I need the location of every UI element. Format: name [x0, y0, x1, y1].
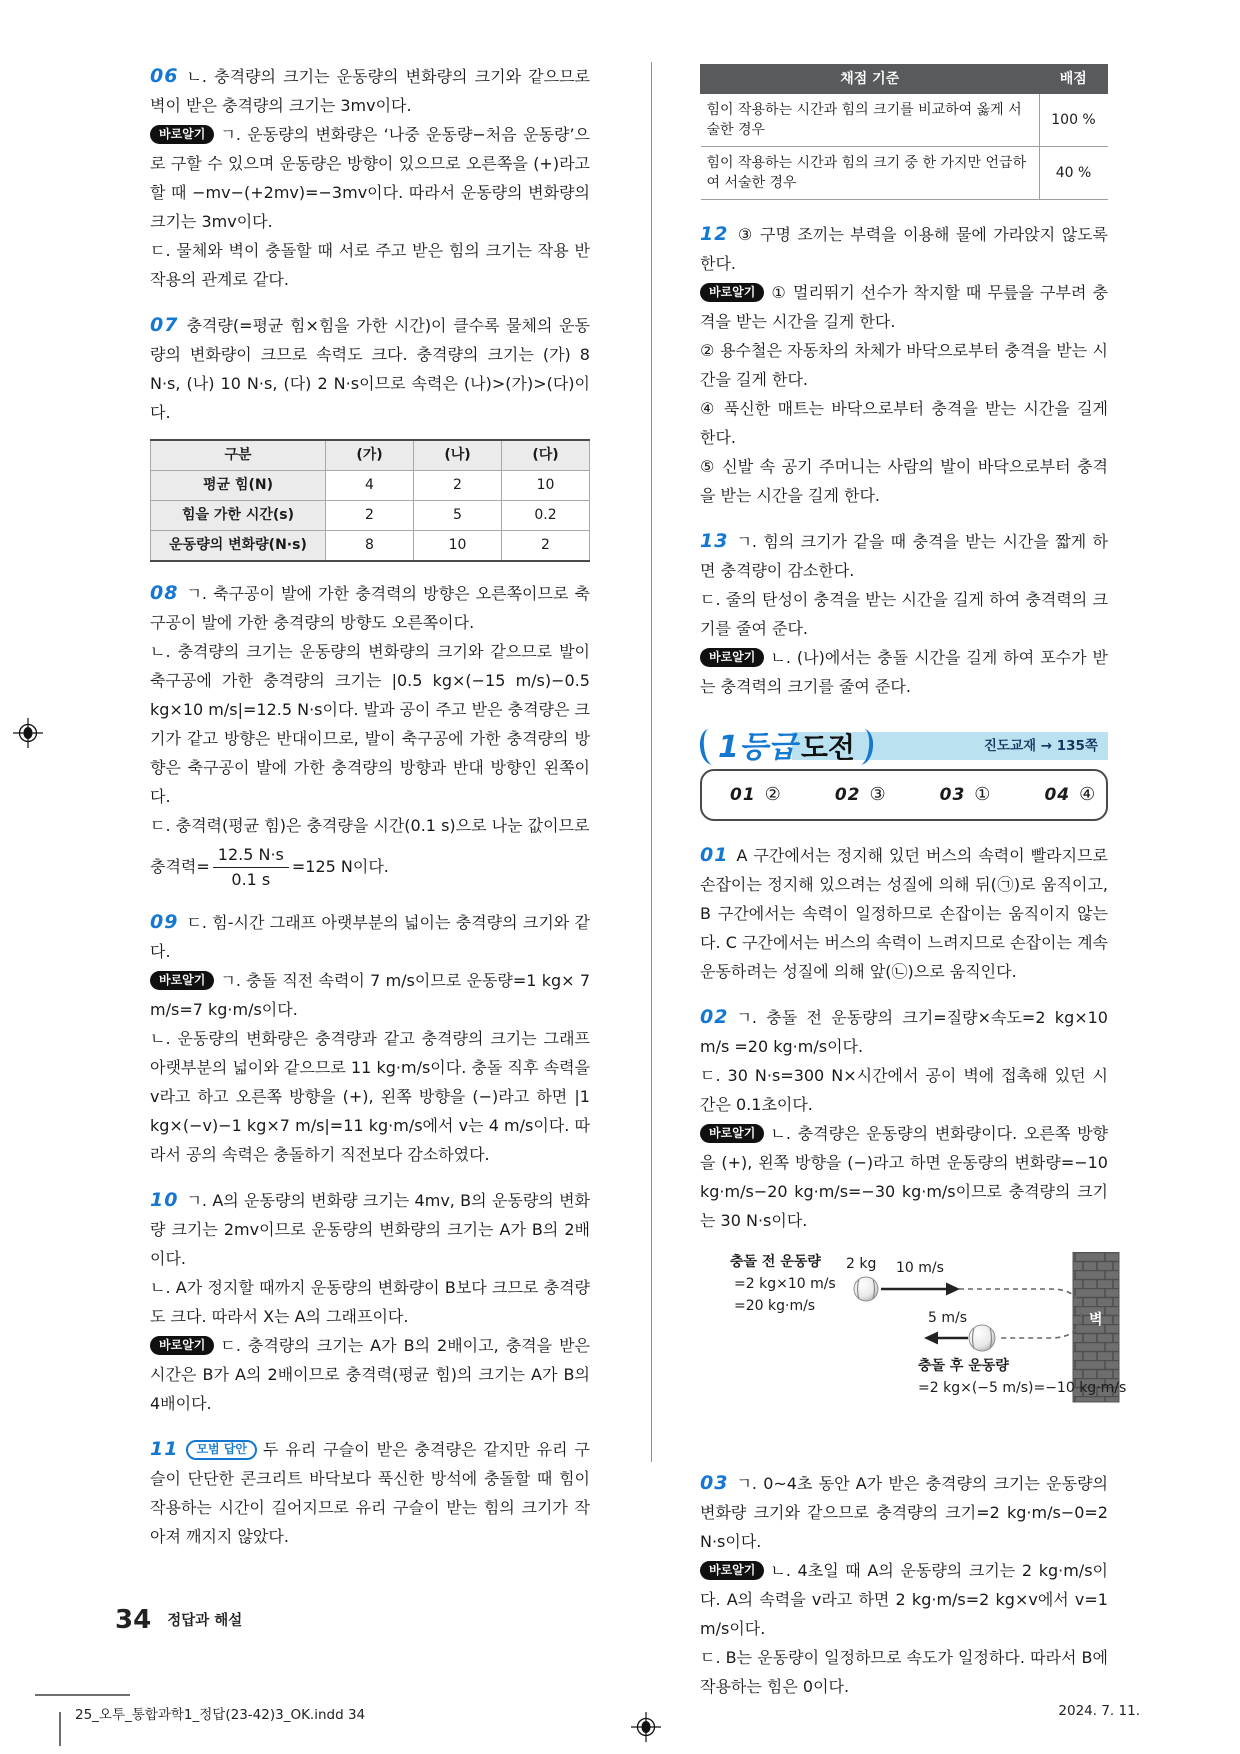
table-row: [151, 501, 590, 531]
challenge-header: [700, 729, 1108, 775]
left-column: [150, 62, 590, 1568]
solution-paragraph: [700, 452, 1108, 510]
solution-paragraph: [700, 841, 1108, 986]
question-number: 13: [700, 530, 729, 552]
solution-text: ㄴ. 충격량의 크기는 운동량의 변화량의 크기와 같으므로 발이 축구공에 가한 충격량의 크기는 |0.5 kg×(−15 m/s)−0.5 kg×10 m/s|=12.5 N·s이다. 발과 공이 주고 받은 충격량은 크기가 같고 방향은 반대이므로, 발이 축구공에 가한 충격량의 방향은 축구공이 발에 가한 충격량의 방향과 반대 방향인 왼쪽이다.: [150, 642, 590, 806]
solution-text: ㄱ. A의 운동량의 변화량 크기는 4mv, B의 운동량의 변화량 크기는 2mv이므로 운동량의 변화량의 크기는 A가 B의 2배이다.: [150, 1191, 590, 1268]
table-cell: 8: [326, 531, 414, 562]
question-number: 06: [150, 65, 179, 87]
solution-paragraph: [150, 1331, 590, 1418]
solution-item-09: [150, 908, 590, 1169]
grading-criteria-table: [700, 64, 1108, 200]
table-header-cell: 배점: [1039, 65, 1108, 94]
first-grade-challenge-section: [700, 729, 1108, 821]
momentum-before-line2: =20 kg·m/s: [734, 1298, 816, 1314]
answer-choice: ③: [869, 784, 886, 805]
solution-item-11: [150, 1435, 590, 1551]
solution-text: ㄱ. 0~4초 동안 A가 받은 충격량의 크기는 운동량의 변화량 크기와 같으므로 충격량의 크기=2 kg·m/s−0=2 N·s이다.: [700, 1474, 1108, 1551]
solution-text: ㄴ. (나)에서는 충돌 시간을 길게 하여 포수가 받는 충격력의 크기를 줄여 준다.: [700, 648, 1108, 696]
print-file-info: 25_오투_통합과학1_정답(23-42)3_OK.indd 34: [75, 1707, 366, 1723]
table-row-label: 운동량의 변화량(N·s): [151, 531, 326, 562]
page-footer: [115, 1605, 242, 1635]
formula-lead: 충격력=: [150, 857, 210, 876]
solution-text: ③ 구명 조끼는 부력을 이용해 물에 가라앉지 않도록 한다.: [700, 225, 1108, 273]
solution-paragraph: [700, 1556, 1108, 1643]
table-cell: 2: [414, 471, 502, 501]
table-row: [151, 471, 590, 501]
solution-paragraph: [700, 336, 1108, 394]
solution-paragraph: [150, 311, 590, 427]
question-number: 03: [700, 1472, 729, 1494]
solution-paragraph: [700, 278, 1108, 336]
challenge-logo: [700, 729, 873, 775]
answer-number: 03: [939, 785, 966, 805]
score-cell: 40 %: [1039, 147, 1108, 200]
solution-paragraph: [700, 1119, 1108, 1235]
page-section-label: 정답과 해설: [167, 1613, 243, 1629]
solution-paragraph: [150, 637, 590, 811]
fraction-denominator: 0.1 s: [231, 870, 271, 889]
solution-text: ㄷ. 충격량의 크기는 A가 B의 2배이고, 충격을 받은 시간은 B가 A의 2배이므로 충격력(평균 힘)의 크기는 A가 B의 4배이다.: [150, 1336, 590, 1413]
solution-paragraph: [150, 62, 590, 120]
solution-text: 두 유리 구슬이 받은 충격량은 같지만 유리 구슬이 단단한 콘크리트 바닥보다 푹신한 방석에 충돌할 때 힘이 작용하는 시간이 길어지므로 유리 구슬이 받는 힘의 크기가 작아져 깨지지 않았다.: [150, 1440, 590, 1546]
momentum-after-title: [918, 1356, 1009, 1377]
table-row: [701, 147, 1108, 200]
left-bracket-decoration: [698, 728, 717, 765]
question-number: 12: [700, 223, 729, 245]
solution-paragraph: [150, 966, 590, 1024]
solution-text: ㄷ. 힘-시간 그래프 아랫부분의 넓이는 충격량의 크기와 같다.: [150, 913, 590, 961]
solution-text: ㄷ. 충격력(평균 힘)은 충격량을 시간(0.1 s)으로 나눈 값이므로: [150, 816, 590, 835]
solution-item-08: [150, 579, 590, 891]
solution-item-12: [700, 220, 1108, 510]
question-number: 11: [150, 1438, 179, 1460]
table-cell: 10: [414, 531, 502, 562]
table-cell: 2: [326, 501, 414, 531]
crop-mark-vertical: [59, 1712, 61, 1746]
fraction-numerator: 12.5 N·s: [213, 844, 289, 868]
table-header-cell: (나): [414, 440, 502, 471]
solution-text: ㄱ. 충돌 직전 속력이 7 m/s이므로 운동량=1 kg× 7 m/s=7 kg·m/s이다.: [150, 971, 590, 1019]
solution-text: ② 용수철은 자동차의 차체가 바닥으로부터 충격을 받는 시간을 길게 한다.: [700, 341, 1108, 389]
table-cell: 10: [502, 471, 590, 501]
solution-paragraph: [150, 579, 590, 637]
answer-number: 01: [730, 785, 756, 805]
challenge-title-grade: 1등급: [718, 730, 797, 765]
solution-text: ④ 푹신한 매트는 바닥으로부터 충격을 받는 시간을 길게 한다.: [700, 399, 1108, 447]
impulse-comparison-table: [150, 439, 590, 562]
solution-text: A 구간에서는 정지해 있던 버스의 속력이 빨라지므로 손잡이는 정지해 있으려는 성질에 의해 뒤(㉠)로 움직이고, B 구간에서는 속력이 일정하므로 손잡이는 움직이지 않는다. C 구간에서는 버스의 속력이 느려지므로 손잡이는 계속 운동하려는 성질에 의해 앞(㉡)으로 움직인다.: [700, 846, 1108, 981]
table-cell: 4: [326, 471, 414, 501]
solution-text: ㄱ. 운동량의 변화량은 ‘나중 운동량−처음 운동량’으로 구할 수 있으며 운동량은 방향이 있으므로 오른쪽을 (+)라고 할 때 −mv−(+2mv)=−3mv이다. 따라서 운동량의 변화량의 크기는 3mv이다.: [150, 125, 590, 231]
solution-paragraph: [150, 811, 590, 840]
formula-result: =125 N이다.: [291, 857, 389, 876]
label-text: 충돌 전 운동량: [730, 1254, 821, 1270]
solution-text: ㄷ. 물체와 벽이 충돌할 때 서로 주고 받은 힘의 크기는 작용 반작용의 관계로 같다.: [150, 241, 590, 289]
speed-after-label: 5 m/s: [928, 1310, 968, 1326]
solution-paragraph: [150, 1024, 590, 1169]
solution-paragraph: [150, 236, 590, 294]
solution-paragraph: [700, 1061, 1108, 1119]
momentum-after-line1: =2 kg×(−5 m/s)=−10 kg·m/s: [918, 1380, 1127, 1396]
score-cell: 100 %: [1039, 94, 1108, 147]
question-number: 02: [700, 1006, 729, 1028]
table-row: [151, 531, 590, 562]
answer-number: 04: [1044, 785, 1071, 805]
solution-item-10: [150, 1186, 590, 1418]
solution-text: ㄴ. 4초일 때 A의 운동량의 크기는 2 kg·m/s이다. A의 속력을 v라고 하면 2 kg·m/s=2 kg×v에서 v=1 m/s이다.: [700, 1561, 1108, 1638]
solution-paragraph: [700, 220, 1108, 278]
baro-algi-badge: 바로알기: [150, 125, 214, 144]
registration-mark-icon: [631, 1712, 661, 1742]
table-row-label: 평균 힘(N): [151, 471, 326, 501]
crop-mark-horizontal: [35, 1694, 130, 1696]
solution-paragraph: [700, 394, 1108, 452]
speed-before-label: 10 m/s: [896, 1260, 944, 1276]
answer-choice: ①: [974, 784, 991, 805]
criteria-cell: 힘이 작용하는 시간과 힘의 크기 중 한 가지만 언급하여 서술한 경우: [701, 147, 1040, 200]
registration-mark-icon: [13, 718, 43, 748]
answer-choice: ④: [1079, 784, 1096, 805]
baro-algi-badge: 바로알기: [700, 648, 764, 667]
challenge-title-word: 도전: [800, 731, 855, 764]
solution-text: ㄱ. 힘의 크기가 같을 때 충격을 받는 시간을 짧게 하면 충격량이 감소한다.: [700, 532, 1108, 580]
label-text: 충돌 후 운동량: [918, 1358, 1009, 1374]
answer-pair: [835, 780, 886, 810]
print-date: 2024. 7. 11.: [1058, 1703, 1140, 1719]
challenge-answer-box: [700, 769, 1108, 821]
solution-text: ㄷ. 줄의 탄성이 충격을 받는 시간을 길게 하여 충격력의 크기를 줄여 준다.: [700, 590, 1108, 638]
answer-pair: [730, 780, 781, 810]
solution-item-07: [150, 311, 590, 562]
fraction: [213, 844, 289, 891]
page-number: 34: [115, 1605, 152, 1635]
solution-text: ㄴ. A가 정지할 때까지 운동량의 변화량이 B보다 크므로 충격량도 크다. 따라서 X는 A의 그래프이다.: [150, 1278, 590, 1326]
question-number: 09: [150, 911, 179, 933]
solution-paragraph: [150, 1435, 590, 1551]
solution-paragraph: [700, 1469, 1108, 1556]
solution-paragraph: [700, 643, 1108, 701]
solution-text: ㄴ. 충격량의 크기는 운동량의 변화량의 크기와 같으므로 벽이 받은 충격량의 크기는 3mv이다.: [150, 67, 590, 115]
question-number: 10: [150, 1189, 179, 1211]
challenge-solution-03: [700, 1469, 1108, 1701]
table-header-cell: 구분: [151, 440, 326, 471]
solution-text: ⑤ 신발 속 공기 주머니는 사람의 발이 바닥으로부터 충격을 받는 시간을 길게 한다.: [700, 457, 1108, 505]
table-cell: 5: [414, 501, 502, 531]
model-answer-badge: 모범 답안: [186, 1440, 257, 1460]
solution-paragraph: [700, 1643, 1108, 1701]
answer-pair: [1044, 780, 1095, 810]
baro-algi-badge: 바로알기: [700, 1124, 764, 1143]
table-row: [701, 94, 1108, 147]
textbook-reference-bar: 진도교재 → 135쪽: [792, 732, 1108, 760]
right-bracket-decoration: [856, 728, 875, 765]
challenge-solution-01: [700, 841, 1108, 986]
solution-paragraph: [700, 1003, 1108, 1061]
solution-text: ㄴ. 운동량의 변화량은 충격량과 같고 충격량의 크기는 그래프 아랫부분의 넓이와 같으므로 11 kg·m/s이다. 충돌 직후 속력을 v라고 하고 오른쪽 방향을 (+), 왼쪽 방향을 (−)라고 하면 |1 kg×(−v)−1 kg×7 m/s|=11 kg·m/s에서 v는 4 m/s이다. 따라서 공의 속력은 충돌하기 직전보다 감소하였다.: [150, 1029, 590, 1164]
criteria-cell: 힘이 작용하는 시간과 힘의 크기를 비교하여 옳게 서술한 경우: [701, 94, 1040, 147]
momentum-before-title: [730, 1252, 821, 1273]
solution-text: 충격량(=평균 힘×힘을 가한 시간)이 클수록 물체의 운동량의 변화량이 크므로 속력도 크다. 충격량의 크기는 (가) 8 N·s, (나) 10 N·s, (다) 2 N·s이므로 속력은 (나)>(가)>(다)이다.: [150, 316, 590, 422]
question-number: 07: [150, 314, 179, 336]
impulse-force-formula: [150, 844, 590, 891]
solution-text: ㄱ. 충돌 전 운동량의 크기=질량×속도=2 kg×10 m/s =20 kg·m/s이다.: [700, 1008, 1108, 1056]
table-cell: 0.2: [502, 501, 590, 531]
solution-text: ① 멀리뛰기 선수가 착지할 때 무릎을 구부려 충격을 받는 시간을 길게 한다.: [700, 283, 1108, 331]
solution-paragraph: [700, 527, 1108, 585]
table-cell: 2: [502, 531, 590, 562]
ball-wall-collision-diagram: [700, 1252, 1127, 1457]
question-number: 01: [700, 844, 729, 866]
solution-paragraph: [150, 908, 590, 966]
solution-text: ㄷ. 30 N·s=300 N×시간에서 공이 벽에 접촉해 있던 시간은 0.1초이다.: [700, 1066, 1108, 1114]
solution-paragraph: [150, 120, 590, 236]
solution-paragraph: [150, 1186, 590, 1273]
answer-number: 02: [834, 785, 861, 805]
solution-item-06: [150, 62, 590, 294]
answer-pair: [940, 780, 991, 810]
solution-paragraph: [700, 585, 1108, 643]
table-row-label: 힘을 가한 시간(s): [151, 501, 326, 531]
solution-text: ㄷ. B는 운동량이 일정하므로 속도가 일정하다. 따라서 B에 작용하는 힘은 0이다.: [700, 1648, 1108, 1696]
solution-paragraph: [150, 1273, 590, 1331]
table-header-cell: (가): [326, 440, 414, 471]
solution-text: ㄱ. 축구공이 발에 가한 충격력의 방향은 오른쪽이므로 축구공이 발에 가한 충격량의 방향도 오른쪽이다.: [150, 584, 590, 632]
baro-algi-badge: 바로알기: [700, 283, 764, 302]
solution-text: ㄴ. 충격량은 운동량의 변화량이다. 오른쪽 방향을 (+), 왼쪽 방향을 (−)라고 하면 운동량의 변화량=−10 kg·m/s−20 kg·m/s=−30 kg·m/s이므로 충격량의 크기는 30 N·s이다.: [700, 1124, 1108, 1230]
wall-label: 벽: [1089, 1312, 1103, 1328]
baro-algi-badge: 바로알기: [700, 1561, 764, 1580]
momentum-before-line1: =2 kg×10 m/s: [734, 1276, 836, 1292]
challenge-solution-02: [700, 1003, 1108, 1235]
right-column: [700, 62, 1127, 1718]
table-header-cell: (다): [502, 440, 590, 471]
question-number: 08: [150, 582, 179, 604]
answer-choice: ②: [764, 784, 781, 805]
solution-item-13: [700, 527, 1108, 701]
baro-algi-badge: 바로알기: [150, 971, 214, 990]
column-divider: [651, 62, 652, 1462]
table-header-cell: 채점 기준: [701, 65, 1040, 94]
ball-mass-label: 2 kg: [846, 1256, 877, 1272]
baro-algi-badge: 바로알기: [150, 1336, 214, 1355]
